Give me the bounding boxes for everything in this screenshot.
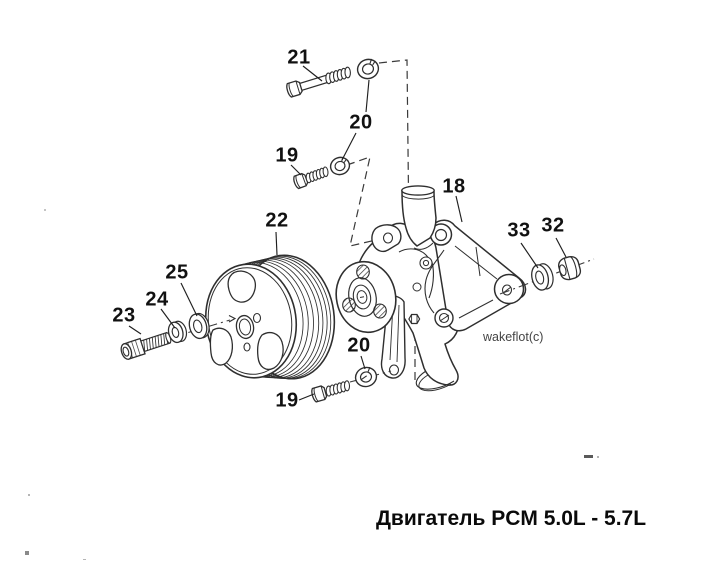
flat-washer-33: [529, 262, 555, 292]
hex-bolt-19-lower: [311, 378, 353, 402]
flange-bolt-hole: [343, 298, 356, 312]
hex-bolt-21: [286, 65, 354, 98]
callout-19-lower: 19: [275, 389, 299, 412]
flange-bolt-hole: [374, 304, 387, 318]
bolt-threads: [304, 166, 331, 184]
lock-washer-20-for-bolt19-upper: [328, 155, 351, 177]
scan-speck: [25, 551, 29, 555]
callout-33: 33: [507, 219, 531, 242]
scan-speck: [584, 455, 593, 458]
flange-bolt-hole: [357, 265, 370, 279]
socket-bolt-23: [119, 330, 172, 361]
pulley-22: [199, 249, 343, 385]
pulley-pin-hole: [254, 314, 261, 323]
callout-22: 22: [265, 209, 289, 232]
left-ear-hole: [384, 233, 393, 243]
callout-19-upper: 19: [275, 144, 299, 167]
hex-nut-32: [557, 255, 582, 281]
bolt-threads: [324, 380, 352, 398]
lock-washer-20-upper: [355, 57, 381, 82]
watermark: wakeflot(c): [483, 330, 544, 344]
scan-speck: [44, 209, 46, 211]
inlet-pipe-rim: [402, 186, 434, 195]
body-small-hole: [413, 283, 421, 291]
top-ear-hole: [436, 230, 447, 241]
callout-21: 21: [287, 46, 311, 69]
scan-speck: [597, 456, 599, 458]
callout-32: 32: [541, 214, 565, 237]
small-hex-head: [409, 315, 420, 324]
callout-25: 25: [165, 261, 189, 284]
engine-caption: Двигатель PCM 5.0L - 5.7L: [375, 507, 647, 530]
callout-23: 23: [112, 304, 136, 327]
callout-20-lower: 20: [347, 334, 371, 357]
lock-washer-20-lower: [353, 365, 378, 389]
bracket-arm-hole: [390, 365, 399, 375]
bolt-shank: [299, 75, 330, 91]
water-pump-18: [330, 186, 526, 391]
callout-20-upper: 20: [349, 111, 373, 134]
scan-speck: [28, 494, 30, 496]
callout-18: 18: [442, 175, 466, 198]
scan-speck: [83, 559, 86, 560]
hex-bolt-19-upper: [292, 164, 331, 189]
bolt-threads: [323, 66, 353, 85]
gasket-hole-inner: [423, 260, 428, 265]
pulley-pin-hole: [244, 343, 250, 351]
callout-24: 24: [145, 288, 169, 311]
